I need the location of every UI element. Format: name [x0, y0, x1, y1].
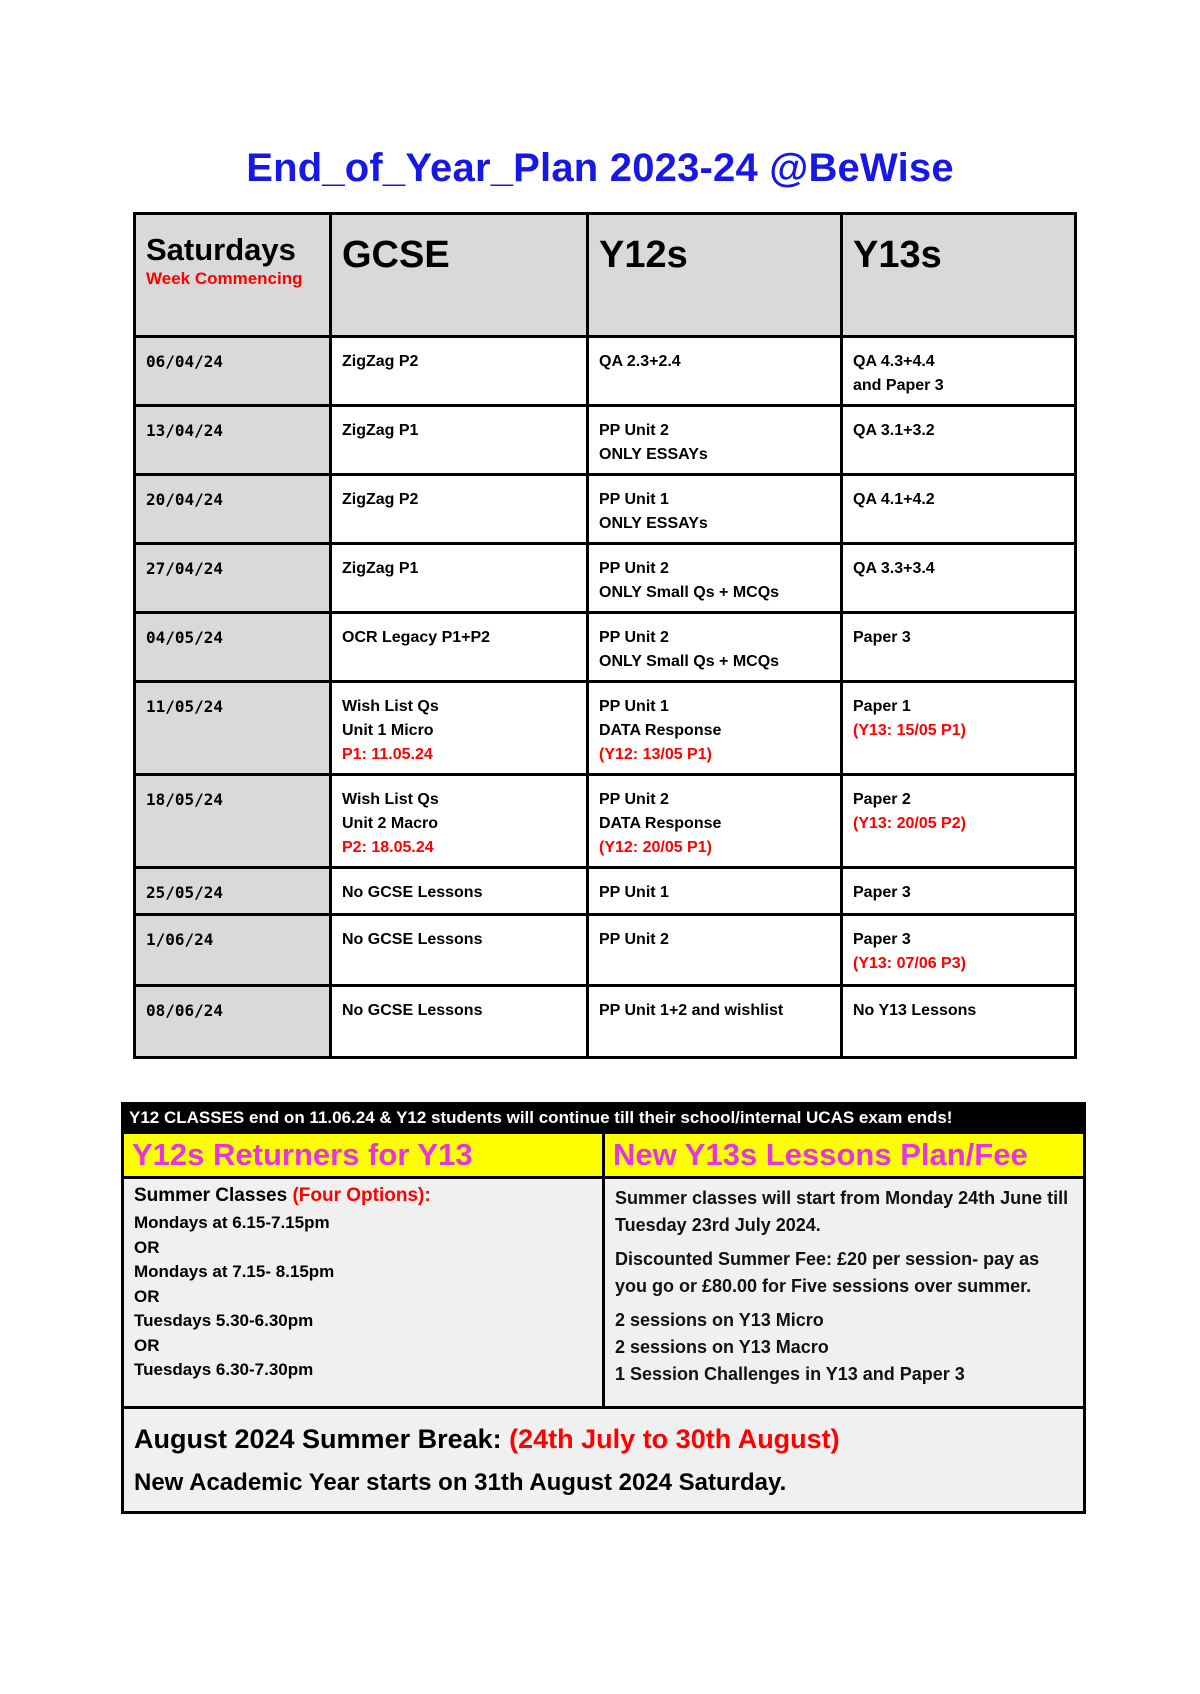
y13-cell — [842, 682, 1076, 775]
header-saturdays — [135, 214, 331, 337]
august-break-label: August 2024 Summer Break: — [134, 1424, 502, 1454]
option-item: OR — [134, 1237, 160, 1257]
gcse-exam-date: P1: 11.05.24 — [342, 746, 433, 763]
returners-body — [124, 1179, 602, 1406]
y13-cell-line: Paper 3 — [853, 931, 911, 948]
gcse-cell-line: No GCSE Lessons — [342, 1002, 483, 1019]
y12-cell-line: DATA Response — [599, 722, 722, 739]
y12-cell — [588, 475, 842, 544]
gcse-cell — [331, 868, 588, 915]
gcse-cell-line: ZigZag P2 — [342, 491, 419, 508]
option-item: Tuesdays 6.30-7.30pm — [134, 1360, 314, 1379]
session-item: 2 sessions on Y13 Micro — [615, 1310, 824, 1330]
gcse-cell — [331, 986, 588, 1058]
gcse-cell-line: Unit 1 Micro — [342, 722, 434, 739]
y13-cell-line: QA 3.1+3.2 — [853, 422, 935, 439]
y13-cell — [842, 915, 1076, 986]
gcse-cell-line: Wish List Qs — [342, 791, 439, 808]
gcse-cell — [331, 406, 588, 475]
y13-cell-line: Paper 3 — [853, 629, 911, 646]
summer-classes-label — [134, 1185, 592, 1207]
y13-cell — [842, 868, 1076, 915]
y12-cell-line: PP Unit 2 — [599, 931, 669, 948]
y12-cell-line: DATA Response — [599, 815, 722, 832]
gcse-cell-line: Wish List Qs — [342, 698, 439, 715]
summer-fee-text: Discounted Summer Fee: £20 per session- pay as you go or £80.00 for Five sessions over summer. — [615, 1249, 1040, 1296]
august-break-box — [121, 1409, 1086, 1514]
header-y12-label: Y12s — [599, 234, 688, 276]
gcse-cell-line: ZigZag P2 — [342, 353, 419, 370]
y12-cell-line: PP Unit 1 — [599, 491, 669, 508]
y13-cell — [842, 544, 1076, 613]
week-date-cell: 18/05/24 — [135, 775, 331, 868]
table-row — [135, 775, 1076, 868]
y12-cell-line: PP Unit 1 — [599, 884, 669, 901]
y13-cell — [842, 475, 1076, 544]
new-y13-column — [605, 1134, 1083, 1406]
week-date-cell: 13/04/24 — [135, 406, 331, 475]
table-header-row — [135, 214, 1076, 337]
y12-cell-line: PP Unit 2 — [599, 422, 669, 439]
y13-cell — [842, 337, 1076, 406]
header-gcse-label: GCSE — [342, 234, 450, 276]
gcse-cell-line: ZigZag P1 — [342, 422, 419, 439]
gcse-cell-line: OCR Legacy P1+P2 — [342, 629, 491, 646]
returners-heading: Y12s Returners for Y13 — [124, 1134, 602, 1179]
y12-cell-line: PP Unit 2 — [599, 629, 669, 646]
august-break-line — [134, 1419, 1073, 1459]
y12-cell — [588, 406, 842, 475]
summer-start-text: Summer classes will start from Monday 24th June till Tuesday 23rd July 2024. — [615, 1188, 1069, 1235]
summer-classes-text: Summer Classes — [134, 1185, 288, 1206]
table-row — [135, 868, 1076, 915]
table-row — [135, 613, 1076, 682]
option-item: OR — [134, 1335, 160, 1355]
gcse-cell-line: No GCSE Lessons — [342, 931, 483, 948]
gcse-cell-line: Unit 2 Macro — [342, 815, 439, 832]
y13-cell — [842, 406, 1076, 475]
y12-cell — [588, 868, 842, 915]
gcse-cell — [331, 682, 588, 775]
y12-cell-line: PP Unit 2 — [599, 791, 669, 808]
week-date-cell: 27/04/24 — [135, 544, 331, 613]
header-week-commencing: Week Commencing — [146, 269, 303, 288]
week-date-cell: 04/05/24 — [135, 613, 331, 682]
week-date-cell: 1/06/24 — [135, 915, 331, 986]
header-y13 — [842, 214, 1076, 337]
y13-cell-line: QA 4.1+4.2 — [853, 491, 935, 508]
y12-classes-banner: Y12 CLASSES end on 11.06.24 & Y12 students will continue till their school/internal UCAS exam ends! — [121, 1102, 1086, 1134]
y13-exam-date: (Y13: 15/05 P1) — [853, 722, 966, 739]
week-date-cell: 20/04/24 — [135, 475, 331, 544]
header-y12 — [588, 214, 842, 337]
gcse-cell-line: No GCSE Lessons — [342, 884, 483, 901]
y12-cell — [588, 337, 842, 406]
y13-cell — [842, 775, 1076, 868]
y12-cell — [588, 986, 842, 1058]
table-row — [135, 682, 1076, 775]
y12-cell-line: ONLY Small Qs + MCQs — [599, 584, 780, 601]
table-row — [135, 986, 1076, 1058]
y13-cell-line: Paper 1 — [853, 698, 911, 715]
table-row — [135, 475, 1076, 544]
sessions-list — [615, 1307, 1073, 1388]
gcse-cell — [331, 544, 588, 613]
new-y13-heading: New Y13s Lessons Plan/Fee — [605, 1134, 1083, 1179]
four-options-text: (Four Options): — [292, 1185, 431, 1206]
session-item: 1 Session Challenges in Y13 and Paper 3 — [615, 1364, 965, 1384]
y12-cell — [588, 775, 842, 868]
schedule-table — [133, 212, 1077, 1059]
week-date-cell: 25/05/24 — [135, 868, 331, 915]
option-item: Mondays at 6.15-7.15pm — [134, 1213, 330, 1232]
y13-cell-line: QA 4.3+4.4 — [853, 353, 935, 370]
y12-exam-date: (Y12: 20/05 P1) — [599, 839, 712, 856]
y13-cell-line: Paper 3 — [853, 884, 911, 901]
table-row — [135, 337, 1076, 406]
gcse-cell-line: ZigZag P1 — [342, 560, 419, 577]
y12-cell — [588, 915, 842, 986]
august-break-dates: (24th July to 30th August) — [509, 1424, 840, 1454]
y12-exam-date: (Y12: 13/05 P1) — [599, 746, 712, 763]
y13-cell-line: No Y13 Lessons — [853, 1002, 977, 1019]
y13-cell — [842, 986, 1076, 1058]
y12-cell-line: ONLY ESSAYs — [599, 515, 708, 532]
y13-exam-date: (Y13: 07/06 P3) — [853, 955, 966, 972]
session-item: 2 sessions on Y13 Macro — [615, 1337, 829, 1357]
week-date-cell: 06/04/24 — [135, 337, 331, 406]
header-gcse — [331, 214, 588, 337]
gcse-cell — [331, 775, 588, 868]
y13-cell-line: and Paper 3 — [853, 377, 944, 394]
gcse-cell — [331, 915, 588, 986]
gcse-cell — [331, 613, 588, 682]
new-y13-body — [605, 1179, 1083, 1406]
y12-cell — [588, 613, 842, 682]
week-date-cell: 08/06/24 — [135, 986, 331, 1058]
y12-cell-line: ONLY Small Qs + MCQs — [599, 653, 780, 670]
y12-cell-line: ONLY ESSAYs — [599, 446, 708, 463]
summer-info — [121, 1102, 1086, 1514]
y13-cell-line: Paper 2 — [853, 791, 911, 808]
week-date-cell: 11/05/24 — [135, 682, 331, 775]
y12-cell-line: QA 2.3+2.4 — [599, 353, 681, 370]
gcse-cell — [331, 337, 588, 406]
gcse-cell — [331, 475, 588, 544]
new-academic-year-text: New Academic Year starts on 31th August 2024 Saturday. — [134, 1469, 787, 1496]
y12-cell-line: PP Unit 1 — [599, 698, 669, 715]
option-item: Mondays at 7.15- 8.15pm — [134, 1262, 335, 1281]
table-row — [135, 406, 1076, 475]
table-row — [135, 915, 1076, 986]
page-title: End_of_Year_Plan 2023-24 @BeWise — [246, 146, 954, 190]
gcse-exam-date: P2: 18.05.24 — [342, 839, 434, 856]
summer-columns — [121, 1134, 1086, 1409]
table-row — [135, 544, 1076, 613]
schedule-body — [135, 337, 1076, 1058]
y12-cell-line: PP Unit 2 — [599, 560, 669, 577]
options-list — [134, 1211, 592, 1383]
y13-cell-line: QA 3.3+3.4 — [853, 560, 935, 577]
y13-exam-date: (Y13: 20/05 P2) — [853, 815, 966, 832]
option-item: OR — [134, 1286, 160, 1306]
returners-column — [124, 1134, 605, 1406]
header-y13-label: Y13s — [853, 234, 942, 276]
option-item: Tuesdays 5.30-6.30pm — [134, 1311, 314, 1330]
y12-cell — [588, 682, 842, 775]
y13-cell — [842, 613, 1076, 682]
header-saturdays-label: Saturdays — [146, 232, 296, 267]
y12-cell — [588, 544, 842, 613]
y12-cell-line: PP Unit 1+2 and wishlist — [599, 1002, 784, 1019]
